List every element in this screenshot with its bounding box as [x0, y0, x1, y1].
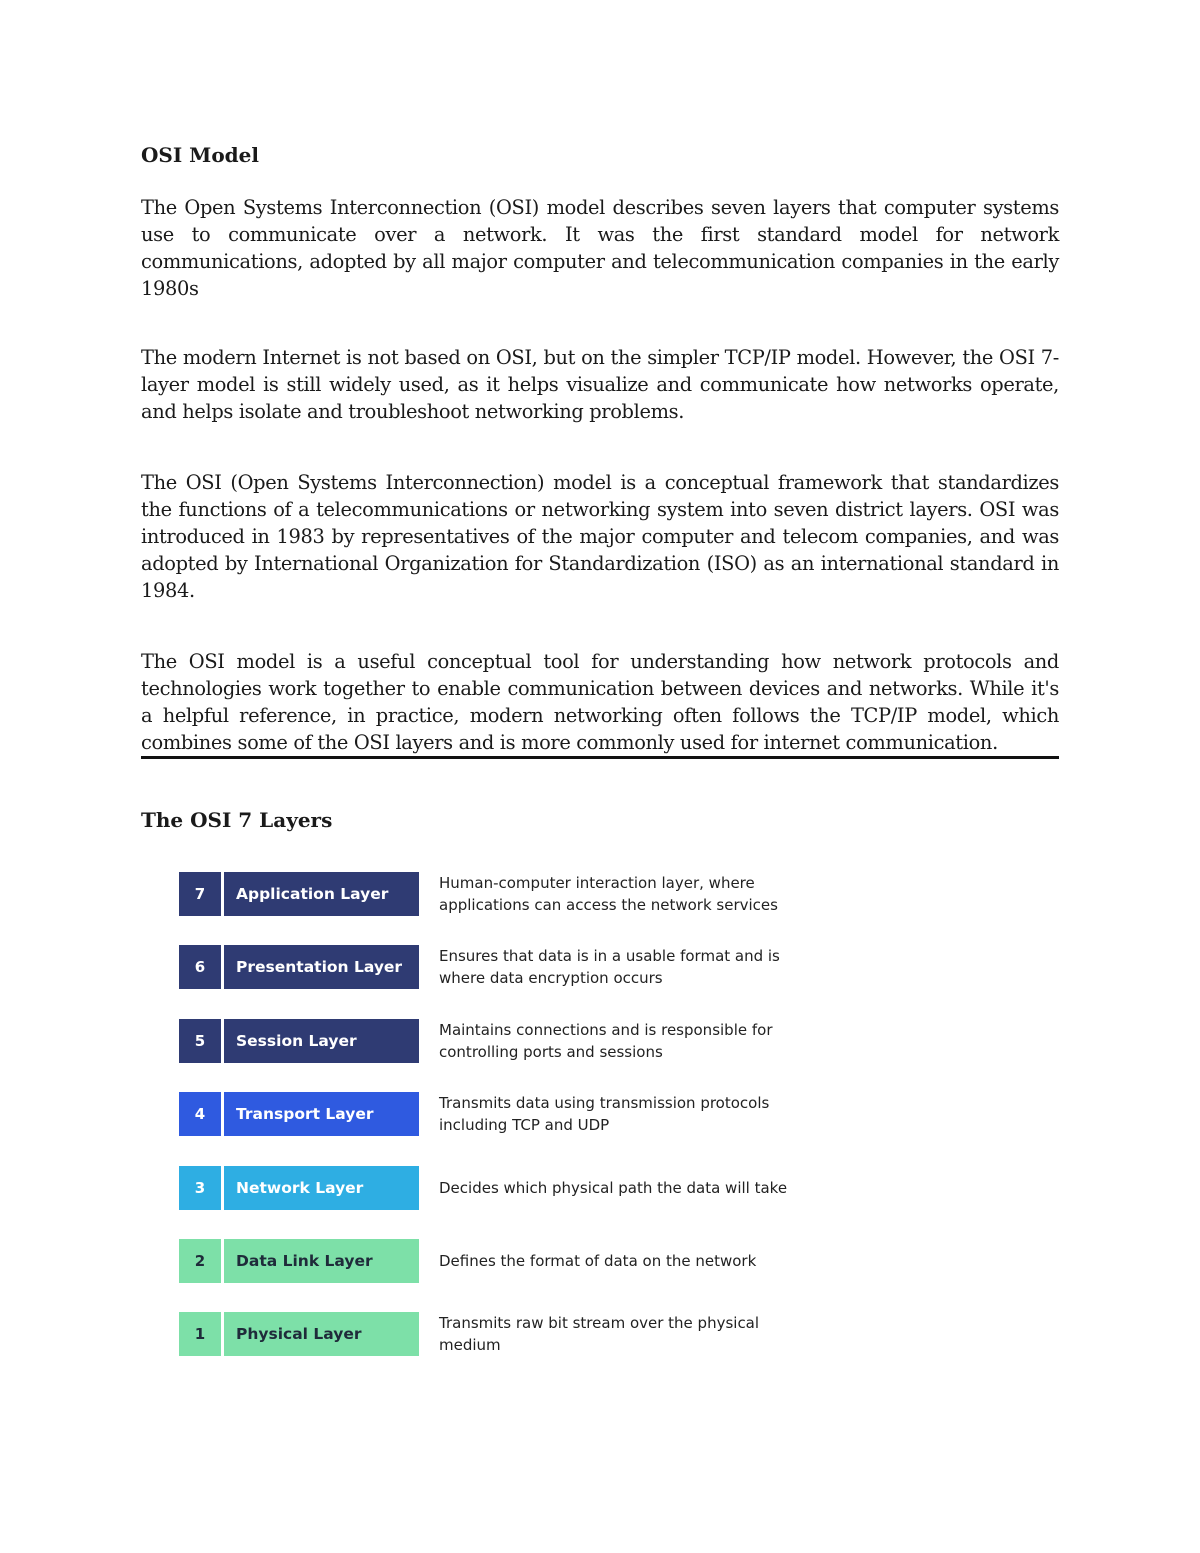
layer-name: Application Layer	[224, 872, 419, 916]
layer-number: 5	[179, 1019, 221, 1063]
layer-number: 4	[179, 1092, 221, 1136]
layer-row	[179, 1312, 819, 1356]
layer-row	[179, 1239, 819, 1283]
document-body	[141, 140, 1059, 835]
layer-name: Session Layer	[224, 1019, 419, 1063]
layer-row	[179, 1092, 819, 1136]
layer-number: 2	[179, 1239, 221, 1283]
paragraph-modern-internet: The modern Internet is not based on OSI, but on the simpler TCP/IP model. However, the OSI 7-layer model is still widely used, as it helps visualize and communicate how networks operate, and helps isolate and troubleshoot networking problems.	[141, 346, 1059, 423]
layer-name: Network Layer	[224, 1166, 419, 1210]
paragraph-usefulness: The OSI model is a useful conceptual tool for understanding how network protocols and technologies work together to enable communication between devices and networks. While it's a helpful reference, in practice, modern networking often follows the TCP/IP model, which combines some of the OSI layers and is more commonly used for internet communication.	[141, 650, 1059, 754]
layer-description: Defines the format of data on the network	[439, 1251, 757, 1270]
section-title: The OSI 7 Layers	[141, 808, 333, 832]
layer-description: Transmits data using transmission protocols including TCP and UDP	[439, 1094, 770, 1135]
layer-name: Data Link Layer	[224, 1239, 419, 1283]
horizontal-rule	[141, 756, 1059, 759]
page-title: OSI Model	[141, 143, 259, 167]
layer-row	[179, 1019, 819, 1063]
layer-row	[179, 945, 819, 989]
layer-description: Transmits raw bit stream over the physical medium	[439, 1314, 760, 1355]
layer-row	[179, 1166, 819, 1210]
layer-description: Maintains connections and is responsible for controlling ports and sessions	[439, 1020, 773, 1061]
layer-description: Ensures that data is in a usable format and is where data encryption occurs	[439, 947, 780, 988]
layer-name: Physical Layer	[224, 1312, 419, 1356]
layer-name: Transport Layer	[224, 1092, 419, 1136]
layer-description: Human-computer interaction layer, where applications can access the network services	[439, 874, 778, 914]
paragraph-intro: The Open Systems Interconnection (OSI) model describes seven layers that computer systems use to communicate over a network. It was the first standard model for network communications, adopted by all major computer and telecommunication companies in the early 1980s	[141, 196, 1059, 300]
layer-number: 7	[179, 872, 221, 916]
layer-description: Decides which physical path the data will take	[439, 1178, 788, 1197]
layer-name: Presentation Layer	[224, 945, 419, 989]
layer-number: 6	[179, 945, 221, 989]
osi-layers-diagram	[179, 872, 819, 1386]
layer-number: 1	[179, 1312, 221, 1356]
paragraph-history: The OSI (Open Systems Interconnection) model is a conceptual framework that standardizes the functions of a telecommunications or networking system into seven district layers. OSI was introduced in 1983 by representatives of the major computer and telecom companies, and was adopted by International Organization for Standardization (ISO) as an international standard in 1984.	[141, 471, 1059, 602]
layer-number: 3	[179, 1166, 221, 1210]
layer-row	[179, 872, 819, 916]
